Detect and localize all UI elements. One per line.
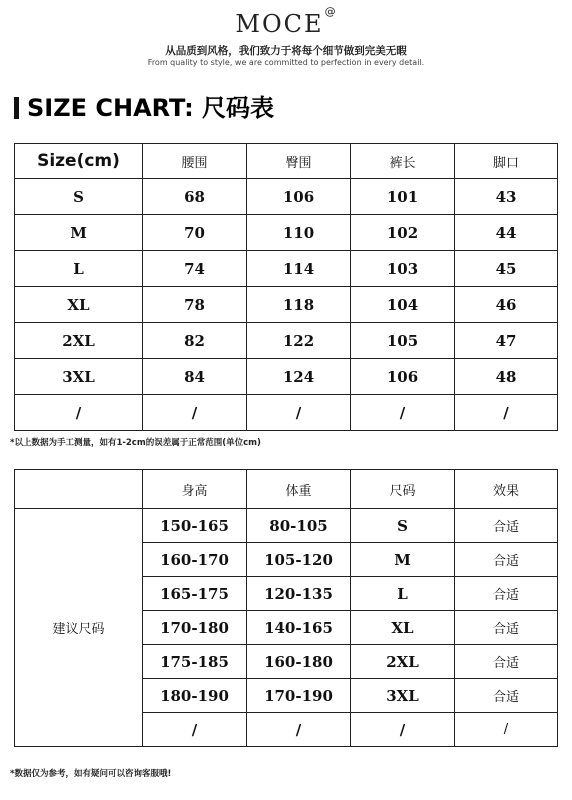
table-row [15,509,558,543]
leg-opening-cell: 48 [455,359,558,395]
size-cell: 3XL [351,679,455,713]
waist-cell: 82 [143,323,247,359]
header-size: Size(cm) [15,144,143,179]
length-cell: 106 [351,359,455,395]
table-row [15,359,558,395]
leg-opening-cell: / [455,395,558,431]
size-cell: S [15,179,143,215]
size-cell: 2XL [351,645,455,679]
size-chart-note: *以上数据为手工测量，如有1-2cm的误差属于正常范围(单位cm) [10,438,261,448]
hip-cell: 110 [247,215,351,251]
length-cell: 105 [351,323,455,359]
brand-name: MOCE [235,10,324,38]
weight-cell: 170-190 [247,679,351,713]
effect-cell: 合适 [455,509,558,543]
header-length: 裤长 [351,144,455,179]
effect-cell: 合适 [455,611,558,645]
height-cell: 160-170 [143,543,247,577]
size-cell: L [351,577,455,611]
height-cell: 180-190 [143,679,247,713]
effect-cell: 合适 [455,577,558,611]
waist-cell: 68 [143,179,247,215]
rec-corner-cell [15,470,143,509]
size-cell: M [15,215,143,251]
table-row [15,323,558,359]
effect-cell: / [455,713,558,747]
recommend-chart-note: *数据仅为参考，如有疑问可以咨询客服哦! [10,769,172,779]
weight-cell: / [247,713,351,747]
size-cell: 2XL [15,323,143,359]
table-row [15,395,558,431]
recommended-size-table [14,469,558,747]
length-cell: 103 [351,251,455,287]
size-chart-table [14,143,558,431]
height-cell: 170-180 [143,611,247,645]
header-waist: 腰围 [143,144,247,179]
effect-cell: 合适 [455,679,558,713]
tagline-cn: 从品质到风格，我们致力于将每个细节做到完美无暇 [165,45,407,57]
waist-cell: 70 [143,215,247,251]
header-weight: 体重 [247,470,351,509]
header-leg-opening: 脚口 [455,144,558,179]
rec-table-header-row [15,470,558,509]
waist-cell: 74 [143,251,247,287]
weight-cell: 105-120 [247,543,351,577]
size-cell: M [351,543,455,577]
tagline-en: From quality to style, we are committed to perfection in every detail. [147,58,425,67]
size-cell: XL [351,611,455,645]
size-cell: XL [15,287,143,323]
size-cell: 3XL [15,359,143,395]
header-effect: 效果 [455,470,558,509]
effect-cell: 合适 [455,645,558,679]
table-row [15,287,558,323]
waist-cell: 78 [143,287,247,323]
length-cell: 104 [351,287,455,323]
leg-opening-cell: 43 [455,179,558,215]
brand-mark: @ [324,5,338,18]
size-cell: / [351,713,455,747]
size-cell: S [351,509,455,543]
effect-cell: 合适 [455,543,558,577]
weight-cell: 160-180 [247,645,351,679]
hip-cell: 114 [247,251,351,287]
length-cell: 102 [351,215,455,251]
recommended-size-label: 建议尺码 [15,509,143,747]
length-cell: / [351,395,455,431]
height-cell: 175-185 [143,645,247,679]
weight-cell: 120-135 [247,577,351,611]
leg-opening-cell: 44 [455,215,558,251]
height-cell: / [143,713,247,747]
table-row [15,215,558,251]
hip-cell: 122 [247,323,351,359]
height-cell: 150-165 [143,509,247,543]
table-row [15,179,558,215]
waist-cell: 84 [143,359,247,395]
title-bar-decoration [14,97,19,119]
size-chart-title-text: SIZE CHART: 尺码表 [27,94,275,122]
size-cell: L [15,251,143,287]
hip-cell: / [247,395,351,431]
hip-cell: 106 [247,179,351,215]
height-cell: 165-175 [143,577,247,611]
header-size: 尺码 [351,470,455,509]
waist-cell: / [143,395,247,431]
header-height: 身高 [143,470,247,509]
weight-cell: 140-165 [247,611,351,645]
leg-opening-cell: 45 [455,251,558,287]
length-cell: 101 [351,179,455,215]
size-cell: / [15,395,143,431]
hip-cell: 118 [247,287,351,323]
hip-cell: 124 [247,359,351,395]
header-hip: 臀围 [247,144,351,179]
size-table-header-row [15,144,558,179]
size-chart-title [14,88,274,123]
weight-cell: 80-105 [247,509,351,543]
leg-opening-cell: 47 [455,323,558,359]
brand-logo [0,5,572,38]
table-row [15,251,558,287]
leg-opening-cell: 46 [455,287,558,323]
